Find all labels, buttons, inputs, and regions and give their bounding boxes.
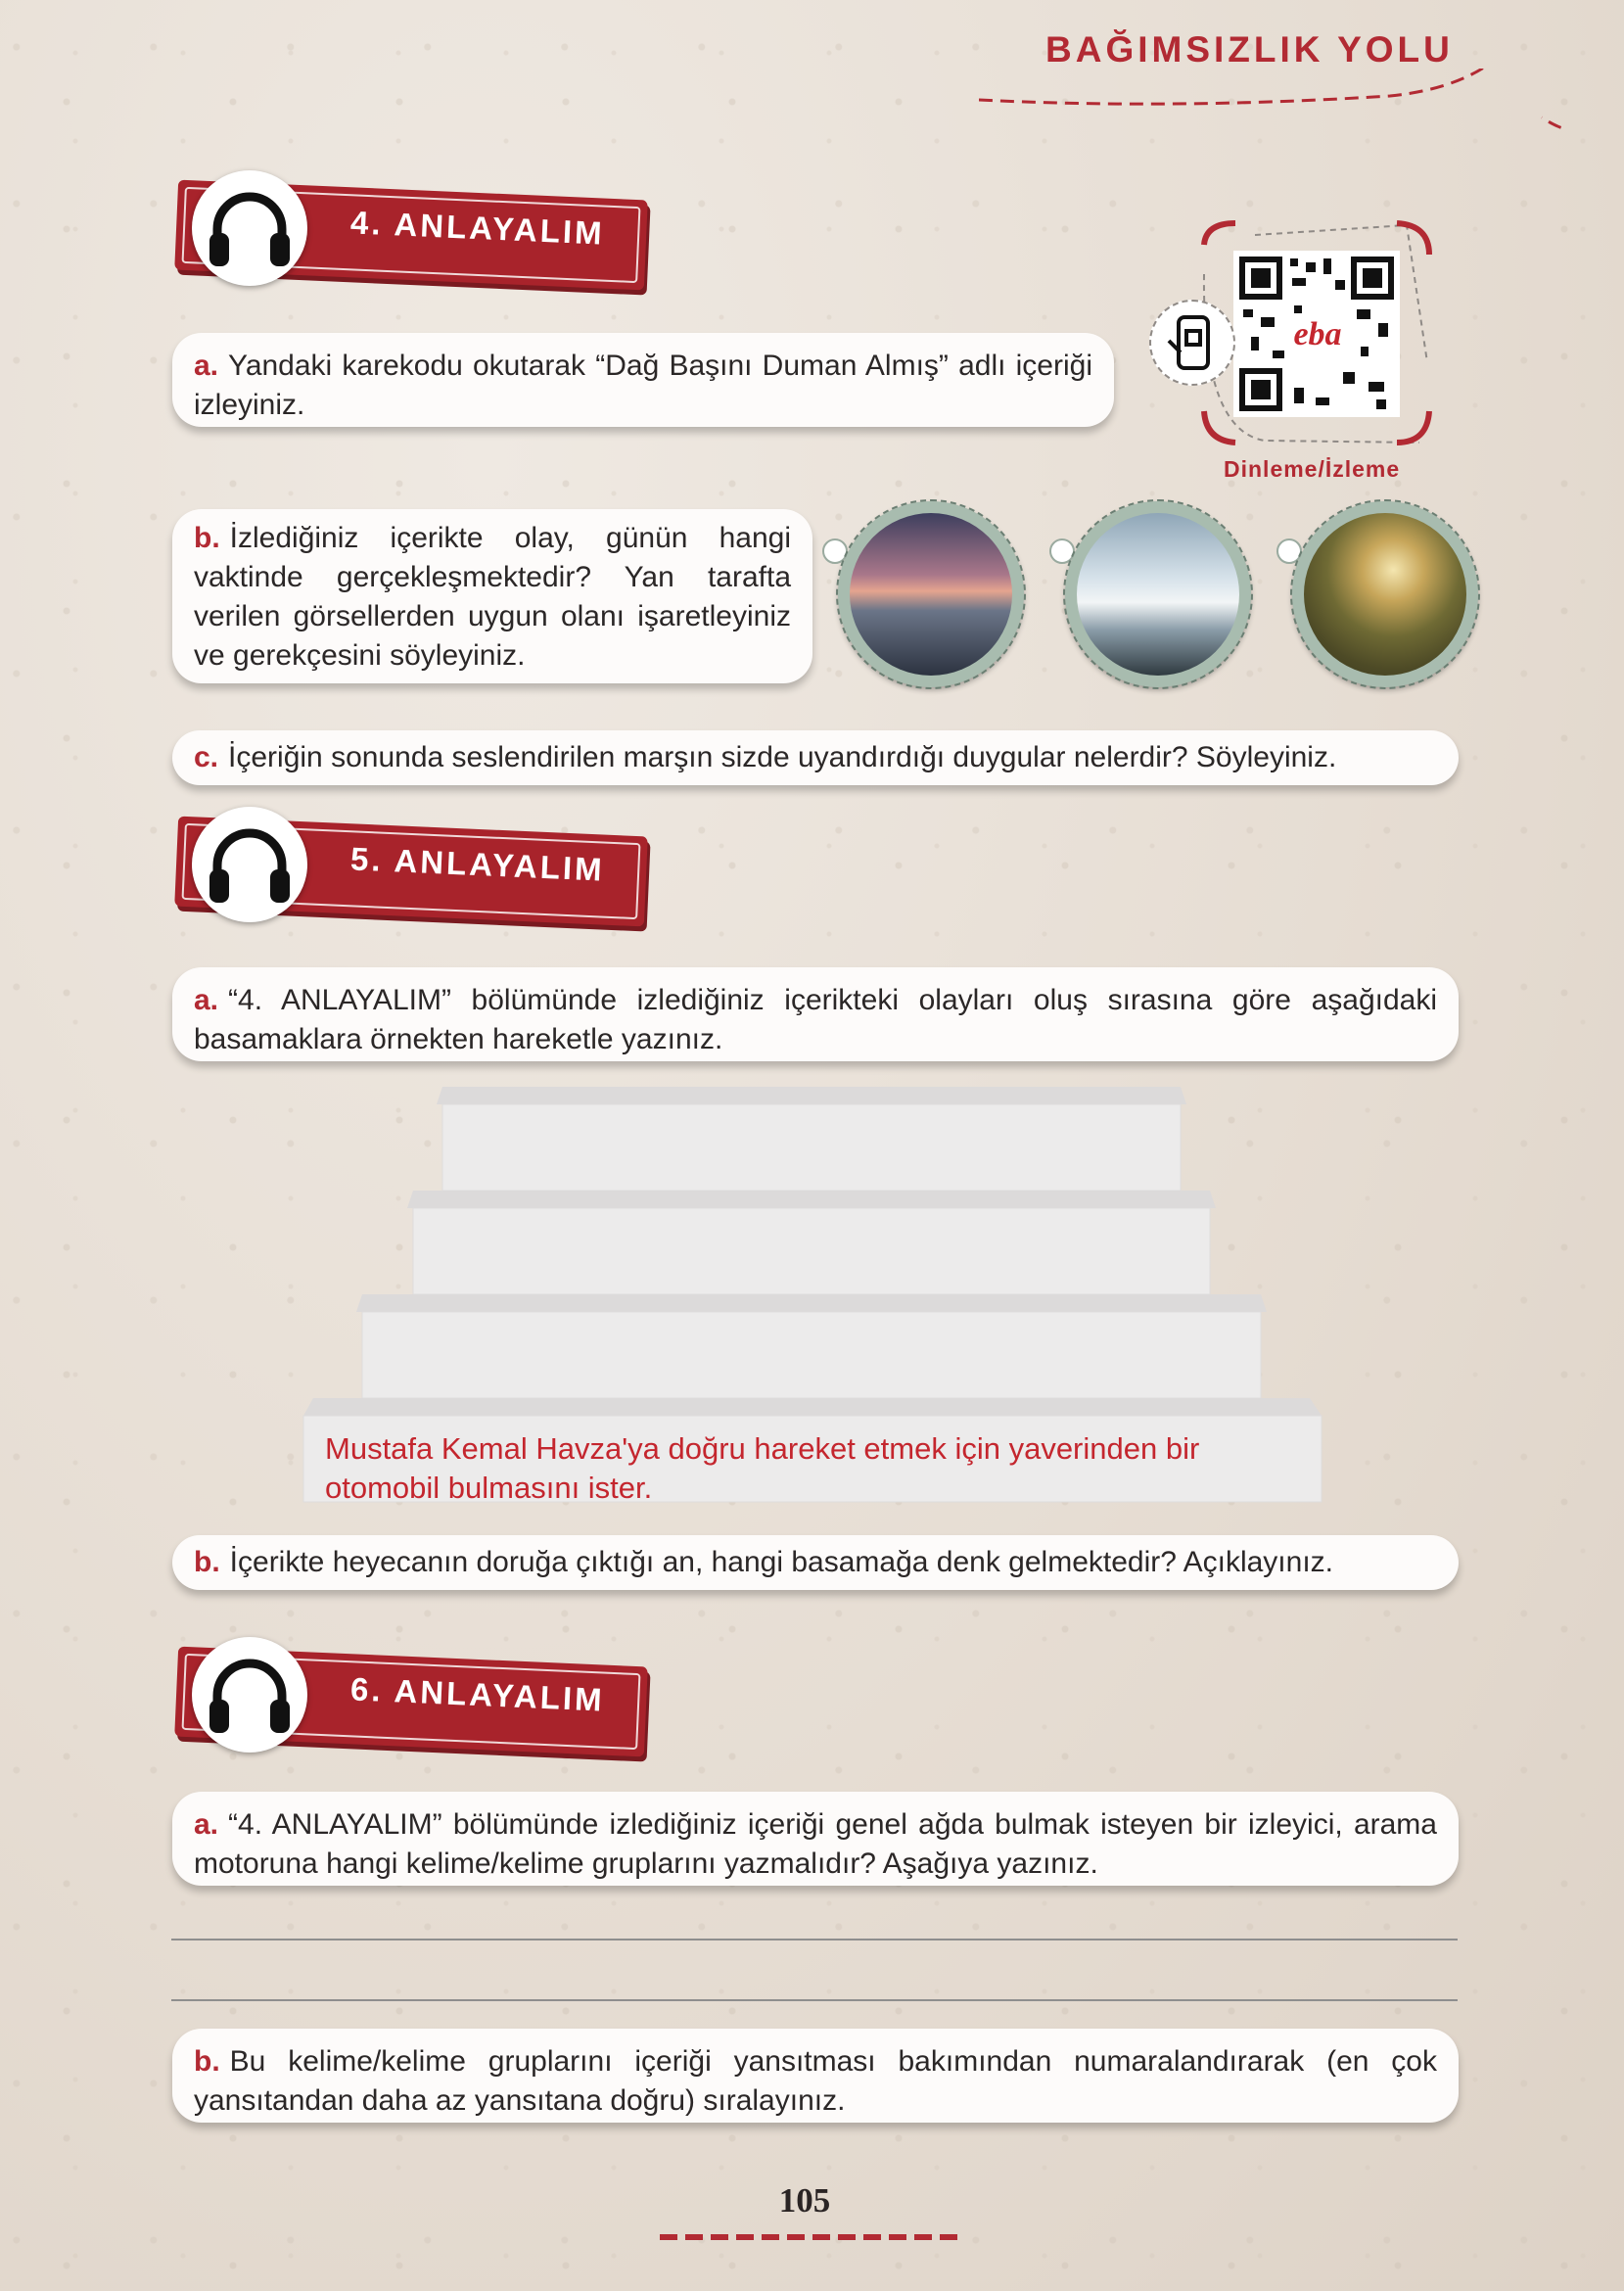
photo-dusk-option[interactable]: [838, 501, 1024, 687]
question-label: a.: [194, 350, 219, 382]
question-label: c.: [194, 741, 219, 773]
question-label: a.: [194, 1808, 219, 1841]
question-text: İçerikte heyecanın doruğa çıktığı an, hangi basamağa denk gelmektedir? Açıklayınız.: [229, 1546, 1334, 1578]
headphones-icon: [192, 1637, 307, 1753]
stair-example-answer: Mustafa Kemal Havza'ya doğru hareket etmek için yaverinden bir otomobil bulmasını ister.: [325, 1431, 1200, 1505]
section-6-banner: [164, 1623, 654, 1760]
photo-morning-fog-option[interactable]: [1065, 501, 1251, 687]
question-4b: [172, 509, 812, 683]
question-5a: [172, 967, 1459, 1061]
stair-step-4: [442, 1104, 1181, 1191]
answer-line-2[interactable]: [171, 1999, 1458, 2001]
qr-code-card[interactable]: [1196, 215, 1435, 450]
svg-text:eba: eba: [1293, 316, 1342, 352]
question-text: Yandaki karekodu okutarak “Dağ Başını Duman Almış” adlı içeriği izleyiniz.: [194, 350, 1092, 421]
page-number: 105: [778, 2181, 831, 2220]
section-4-banner: [164, 157, 654, 294]
page-number-underline: [660, 2234, 965, 2240]
stair-step-2: [362, 1312, 1261, 1398]
question-text: “4. ANLAYALIM” bölümünde izlediğiniz içeriği genel ağda bulmak isteyen bir izleyici, arama motoruna hangi kelime/kelime gruplarını yazmalıdır? Aşağıya yazınız.: [194, 1808, 1437, 1880]
page-header-title: BAĞIMSIZLIK YOLU: [1045, 29, 1454, 70]
section-4-title: 4. ANLAYALIM: [349, 204, 606, 252]
section-6-title: 6. ANLAYALIM: [349, 1670, 606, 1718]
question-text: “4. ANLAYALIM” bölümünde izlediğiniz içerikteki olayları oluş sırasına göre aşağıdaki basamaklara örnekten hareketle yazınız.: [194, 984, 1437, 1055]
section-5-banner: [164, 793, 654, 930]
question-4c: [172, 730, 1459, 785]
photo-forest-sunlight-option[interactable]: [1292, 501, 1478, 687]
question-5b: [172, 1535, 1459, 1590]
section-5-title: 5. ANLAYALIM: [349, 840, 606, 888]
answer-line-1[interactable]: [171, 1939, 1458, 1940]
question-6a: [172, 1792, 1459, 1886]
question-6b: [172, 2029, 1459, 2123]
banner-circle: [192, 1637, 307, 1753]
phone-qr-icon: [1149, 300, 1235, 386]
headphones-icon: [192, 170, 307, 286]
question-text: Bu kelime/kelime gruplarını içeriği yansıtması bakımından numaralandırarak (en çok yansıtandan daha az yansıtana doğru) sıralayınız.: [194, 2045, 1437, 2117]
headphones-icon: [192, 807, 307, 922]
question-label: b.: [194, 2045, 220, 2078]
question-text: İçeriğin sonunda seslendirilen marşın sizde uyandırdığı duygular nelerdir? Söyleyiniz.: [228, 741, 1337, 773]
banner-circle: [192, 170, 307, 286]
question-label: b.: [194, 522, 220, 554]
question-label: b.: [194, 1546, 220, 1578]
header-dashed-curve: [979, 69, 1566, 147]
banner-circle: [192, 807, 307, 922]
question-text: İzlediğiniz içerikte olay, günün hangi vaktinde gerçekleşmektedir? Yan tarafta verilen görsellerden uygun olanı işaretleyiniz ve gerekçesini söyleyiniz.: [194, 522, 791, 672]
question-label: a.: [194, 984, 219, 1016]
qr-caption: Dinleme/İzleme: [1224, 456, 1401, 482]
stair-step-3: [413, 1208, 1210, 1294]
question-4a: [172, 333, 1114, 427]
